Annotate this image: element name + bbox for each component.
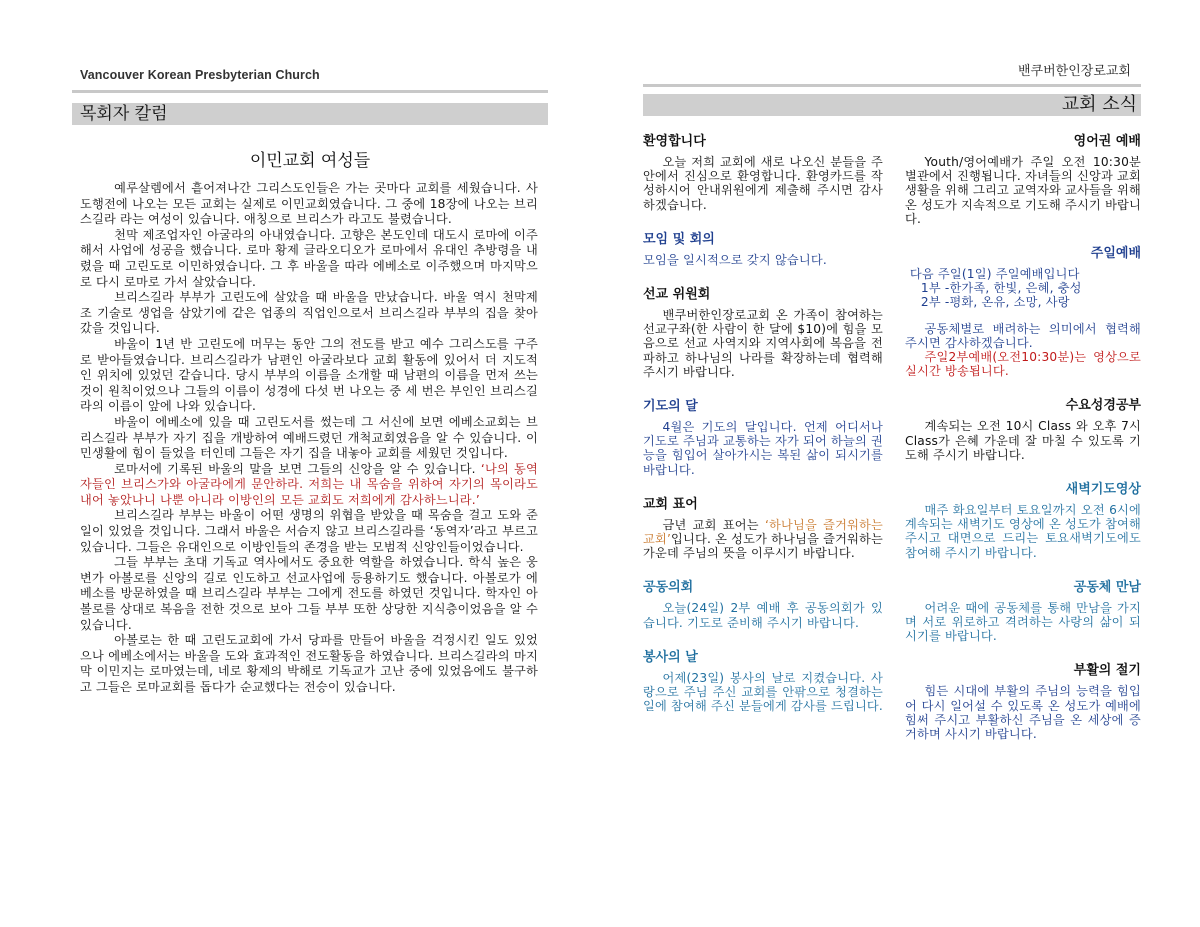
news-body: Youth/영어예배가 주일 오전 10:30분 별관에서 진행됩니다. 자녀들의 신앙과 교회생활을 위해 그리고 교역자와 교사들을 위해 온 성도가 지속적으로 기도해 주시기 바랍니다.	[905, 155, 1141, 226]
church-name-en: Vancouver Korean Presbyterian Church	[80, 68, 320, 82]
quote-intro: 로마서에 기록된 바울의 말을 보면 그들의 신앙을 알 수 있습니다.	[114, 461, 476, 476]
news-easter	[905, 659, 1141, 741]
news-title: 봉사의 날	[643, 649, 698, 665]
sunday-group-line: 2부 -평화, 온유, 소망, 사랑	[920, 295, 1070, 310]
news-dawn-prayer	[905, 478, 1141, 560]
paragraph	[80, 462, 538, 509]
scripture-quote: ‘나의 동역자들인 브리스가와 아굴라에게 문안하라. 저희는 내 목숨을 위하여 자기의 목이라도 내어 놓았나니 나뿐 아니라 이방인의 모든 교회도 저희에게 감사하느니라.’	[80, 461, 538, 507]
paragraph: 브리스길라 부부는 바울이 어떤 생명의 위협을 받았을 때 목숨을 걸고 도와 준 일이 있었을 것입니다. 그래서 바울은 서슴지 않고 브리스길라를 ‘동역자’라고 부르고 있습니다. 그들은 유대인으로 이방인들의 존경을 받는 모범적 신앙인들이었습니다.	[80, 508, 538, 554]
news-body: 오늘(24일) 2부 예배 후 공동의회가 있습니다. 기도로 준비해 주시기 바랍니다.	[643, 601, 883, 630]
news-title: 환영합니다	[643, 134, 706, 149]
news-title: 부활의 절기	[1073, 663, 1141, 679]
news-body: 입니다. 온 성도가 하나님을 즐거워하는 가운데 주님의 뜻을 이루시기 바랍니다.	[643, 532, 883, 561]
news-body: 매주 화요일부터 토요일까지 오전 6시에 계속되는 새벽기도 영상에 온 성도가 참여해 주시고 대면으로 드리는 토요새벽기도에도 참여해 주시기 바랍니다.	[905, 503, 1141, 560]
news-column-right	[905, 130, 1141, 757]
news-title: 교회 표어	[643, 496, 698, 512]
news-title: 선교 위원회	[643, 287, 711, 303]
paragraph: 바울이 1년 반 고린도에 머무는 동안 그의 전도를 받고 예수 그리스도를 구주로 받아들였습니다. 브리스길라가 남편인 아굴라보다 교회 활동에 있어서 더 지도적인 위치에 있었던 같습니다. 당시 부부의 이름을 소개할 때 남편의 이름을 먼저 쓰는 것이 원칙이었으나 그들의 이름이 성경에 다섯 번 나오는 중 세 번은 부인인 브리스길라의 이름이 앞에 나와 있습니다.	[80, 336, 538, 414]
header-rule	[643, 84, 1141, 87]
motto-highlight: ‘하나님을 즐거워하는 교회’	[643, 517, 883, 547]
column-title: 이민교회 여성들	[249, 151, 371, 171]
header-rule	[72, 90, 548, 93]
news-motto	[643, 493, 883, 561]
news-body: 어려운 때에 공동체를 통해 만남을 가지며 서로 위로하고 격려하는 사랑의 삶이 되시기를 바랍니다.	[905, 600, 1141, 644]
news-body: 공동체별로 배려하는 의미에서 협력해 주시면 감사하겠습니다.	[905, 321, 1141, 350]
news-english-service	[905, 130, 1141, 226]
section-title-pastor-column: 목회자 칼럼	[72, 103, 548, 125]
news-body: 오늘 저희 교회에 새로 나오신 분들을 주 안에서 진심으로 환영합니다. 환영카드를 작성하시어 안내위원에게 제출해 주시면 감사하겠습니다.	[643, 155, 883, 212]
news-sunday-service	[905, 242, 1141, 378]
news-joint-meeting	[643, 576, 883, 629]
news-mission	[643, 283, 883, 379]
news-title: 공동의회	[643, 580, 694, 596]
sunday-group-line: 1부 -한가족, 한빛, 은혜, 충성	[920, 281, 1082, 296]
news-welcome	[643, 130, 883, 212]
column-body	[80, 181, 538, 696]
news-body: 어제(23일) 봉사의 날로 지켰습니다. 사랑으로 주님 주신 교회를 안팎으로 청결하는 일에 참여해 주신 분들에게 감사를 드립니다.	[643, 670, 883, 714]
news-body: 4월은 기도의 달입니다. 언제 어디서나 기도로 주님과 교통하는 자가 되어 하늘의 권능을 힘입어 살아가시는 복된 삶이 되시기를 바랍니다.	[643, 420, 883, 477]
news-body: 힘든 시대에 부활의 주님의 능력을 힘입어 다시 일어설 수 있도록 온 성도가 예배에 힘써 주시고 부활하신 주님을 온 세상에 증거하며 사시기 바랍니다.	[905, 684, 1141, 742]
paragraph: 바울이 에베소에 있을 때 고린도서를 썼는데 그 서신에 보면 에베소교회는 브리스길라 부부가 자기 집을 개방하여 예배드렸던 개척교회였음을 알 수 있습니다. 이민생활에 힘이 들었을 터인데 그들은 자기 집을 내놓아 교회를 세웠던 것입니다.	[80, 414, 538, 461]
news-meeting	[643, 228, 883, 267]
news-service-day	[643, 646, 883, 714]
broadcast-notice: 주일2부예배(오전10:30분)는 영상으로 실시간 방송됩니다.	[905, 350, 1141, 379]
news-wed-bible	[905, 394, 1141, 462]
news-title: 공동체 만남	[1073, 579, 1141, 595]
paragraph: 그들 부부는 초대 기독교 역사에서도 중요한 역할을 하였습니다. 학식 높은 웅변가 아볼로를 신앙의 길로 인도하고 선교사업에 등용하기도 했습니다. 아볼로가 에베소를 방문하였을 때 브리스길라 부부는 그에게 전도를 하였던 것입니다. 학자인 아볼로를 상대로 복음을 전한 것으로 보아 그들 부부 또한 상당한 지식층이었음을 알 수 있습니다.	[80, 555, 538, 632]
right-page	[643, 0, 1141, 927]
paragraph: 예루살렘에서 흩어져나간 그리스도인들은 가는 곳마다 교회를 세웠습니다. 사도행전에 나오는 모든 교회는 실제로 이민교회였습니다. 그 중에 18장에 나오는 브리스길라 라는 여성이 있습니다. 애칭으로 브리스가 라고도 불렸습니다.	[80, 181, 538, 227]
news-body: 모임을 일시적으로 갖지 않습니다.	[643, 252, 827, 267]
news-community	[905, 576, 1141, 644]
news-body: 금년 교회 표어는	[662, 517, 765, 532]
news-body: 계속되는 오전 10시 Class 와 오후 7시 Class가 은혜 가운데 잘 마칠 수 있도록 기도해 주시기 바랍니다.	[905, 419, 1141, 462]
news-title: 수요성경공부	[1065, 398, 1141, 414]
news-body: 밴쿠버한인장로교회 온 가족이 참여하는 선교구좌(한 사람이 한 달에 $10)에 힘을 모음으로 선교 사역지와 지역사회에 복음을 전파하고 하나님의 나라를 확장하는데 협력해 주시기 바랍니다.	[643, 308, 883, 379]
church-name-kr: 밴쿠버한인장로교회	[1017, 64, 1131, 79]
left-page	[72, 0, 548, 927]
news-prayer-month	[643, 395, 883, 477]
news-column-left	[643, 130, 883, 729]
paragraph: 천막 제조업자인 아굴라의 아내였습니다. 고향은 본도인데 대도시 로마에 이주해서 사업에 성공을 했습니다. 로마 황제 글라오디오가 로마에서 유대인 추방령을 내렸을 때 고린도로 이민하였습니다. 그 후 바울을 따라 에베소로 이주했으며 마지막으로 다시 로마로 가서 살았습니다.	[80, 227, 538, 289]
news-title: 모임 및 회의	[643, 231, 715, 247]
section-title-church-news: 교회 소식	[643, 94, 1141, 116]
sunday-intro: 다음 주일(1일) 주일예배입니다	[909, 267, 1080, 282]
paragraph: 브리스길라 부부가 고린도에 살았을 때 바울을 만났습니다. 바울 역시 천막제조 기술로 생업을 삼았기에 같은 업종의 직업인으로서 브리스길라 부부의 집을 찾아갔을 것입니다.	[80, 290, 538, 336]
news-title: 주일예배	[1090, 246, 1141, 262]
news-title: 영어권 예배	[1073, 134, 1141, 149]
paragraph: 아볼로는 한 때 고린도교회에 가서 당파를 만들어 바울을 걱정시킨 일도 있었으나 에베소에서는 바울을 도와 효과적인 전도활동을 하였습니다. 브리스길라의 마지막 이민지는 로마였는데, 네로 황제의 박해로 기독교가 고난 중에 있었음에도 불구하고 그들은 로마교회를 돕다가 순교했다는 전승이 있습니다.	[80, 633, 538, 694]
news-title: 기도의 달	[643, 399, 698, 415]
news-title: 새벽기도영상	[1065, 482, 1141, 498]
